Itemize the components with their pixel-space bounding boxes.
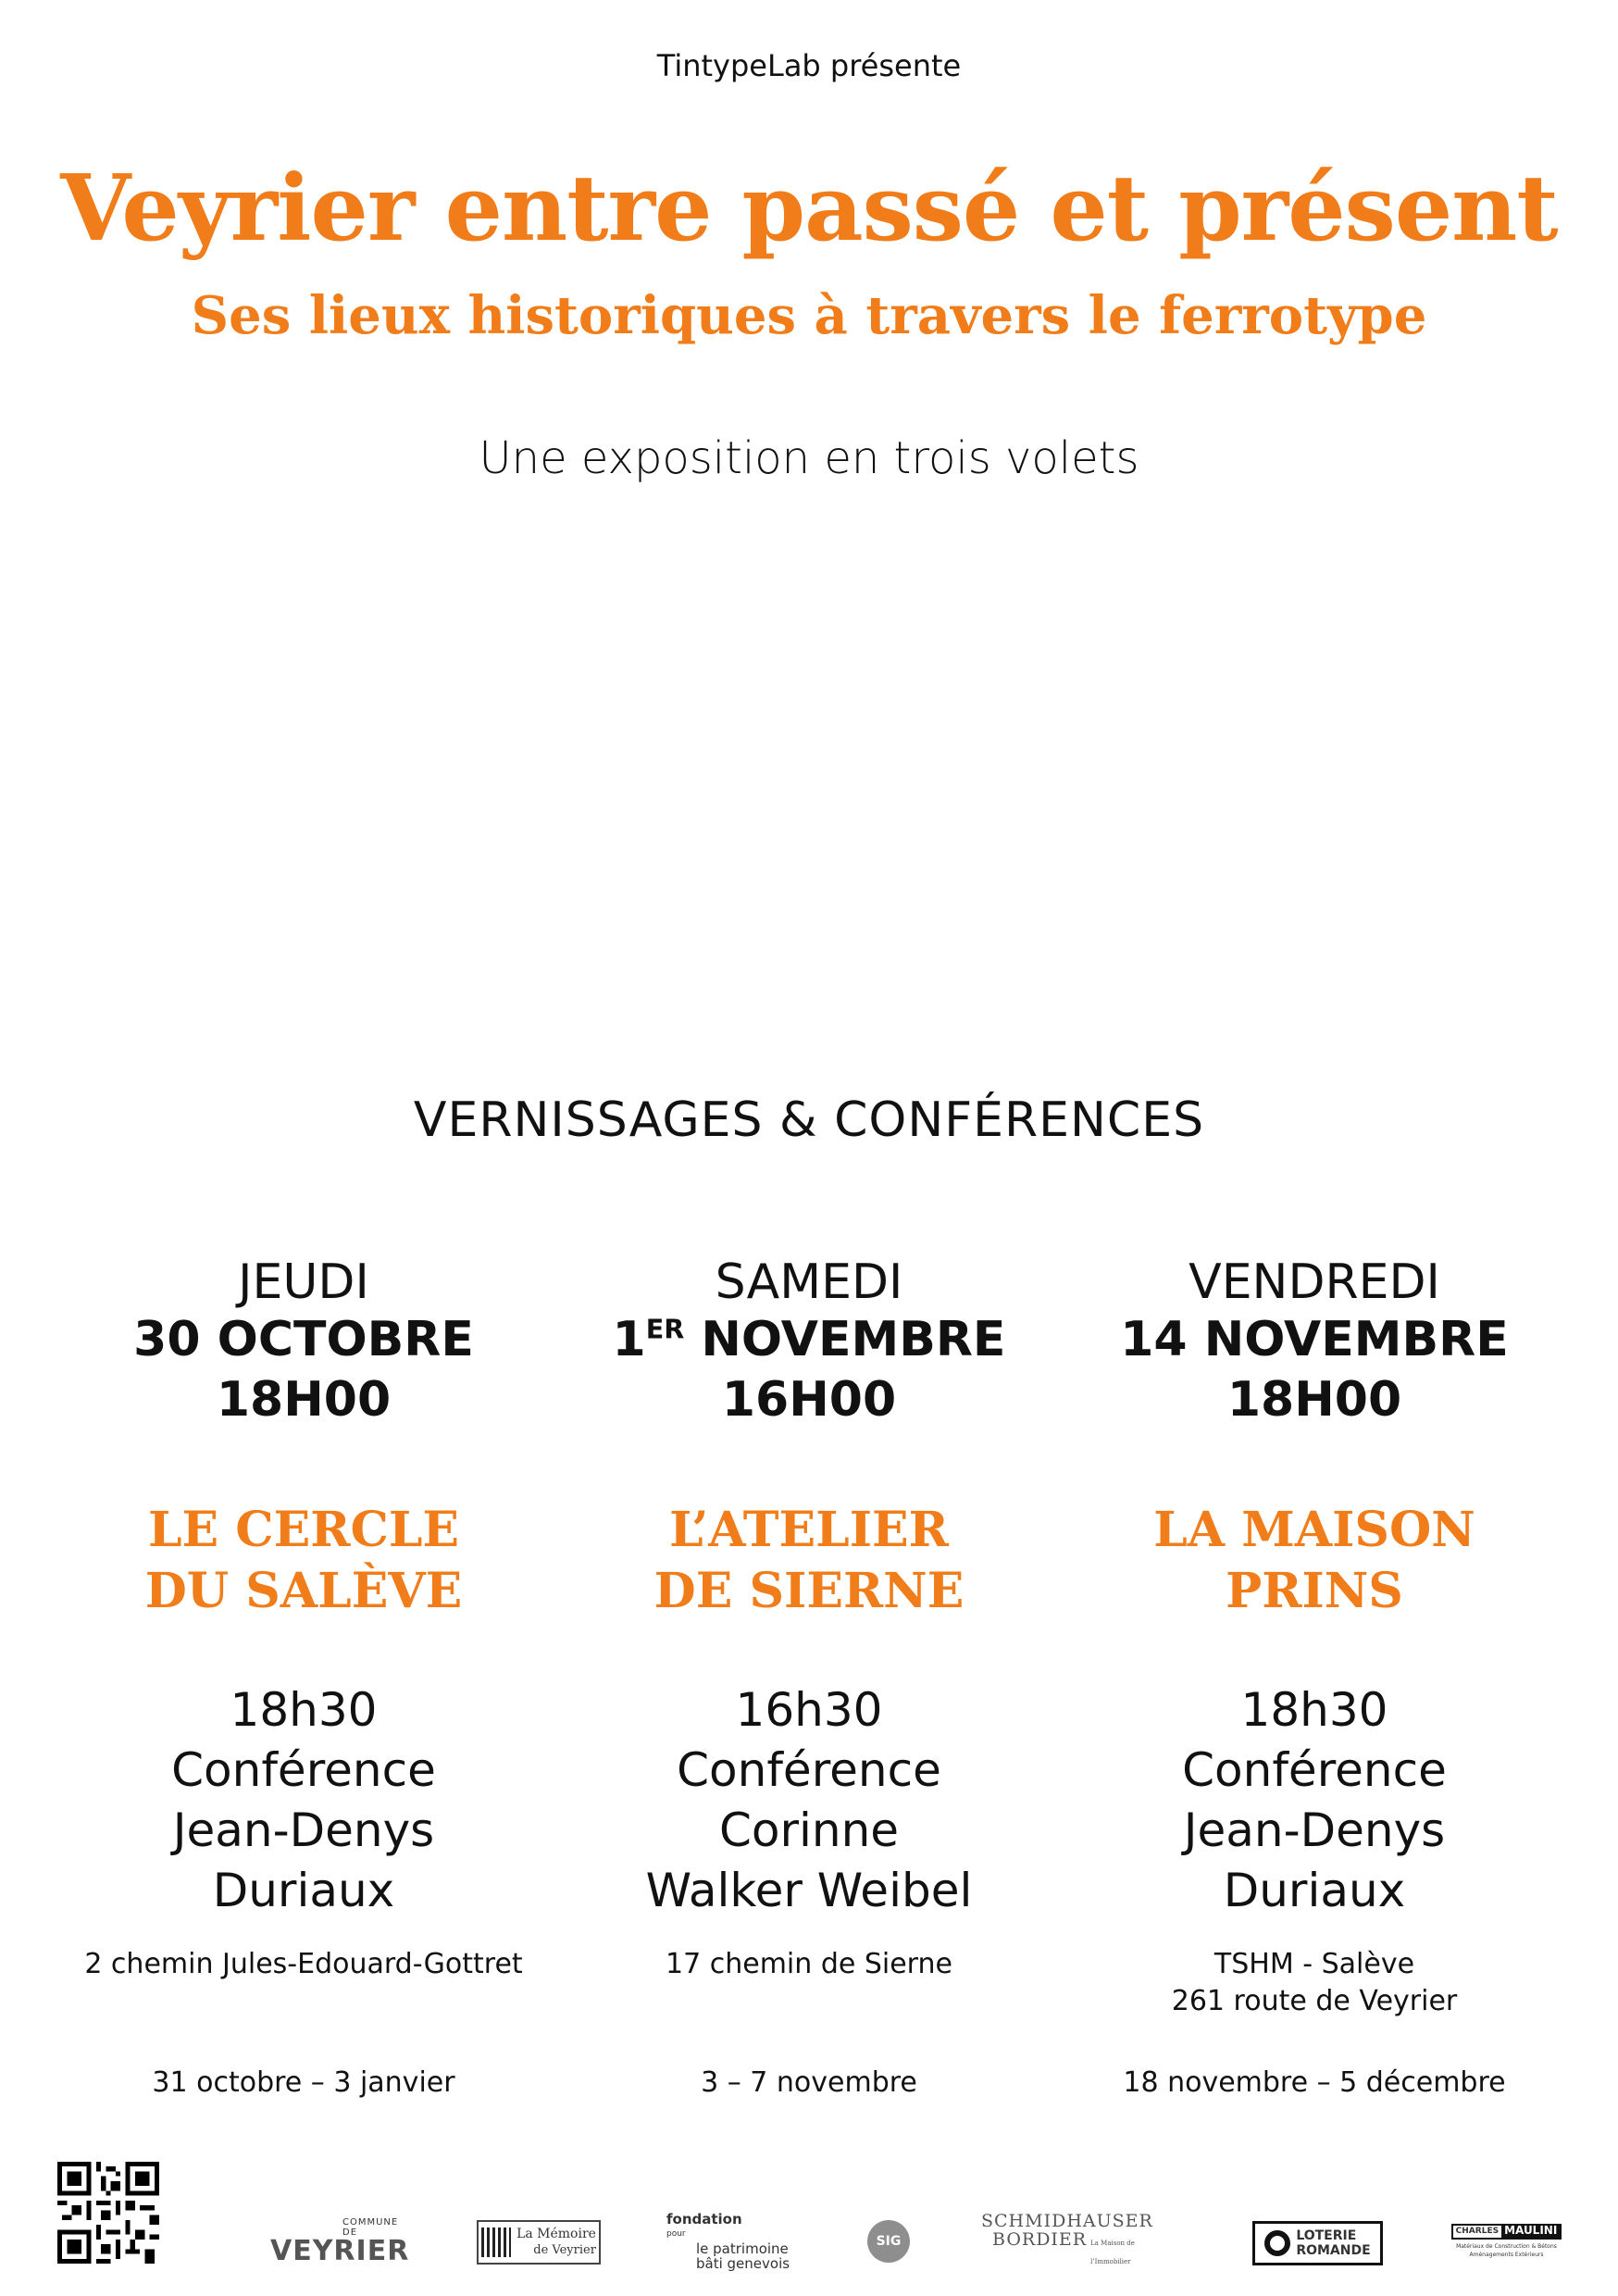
- event-date: 14 NOVEMBRE: [1120, 1312, 1509, 1367]
- speaker-name: Walker Weibel: [645, 1864, 973, 1917]
- place-line: LA MAISON: [1153, 1502, 1475, 1558]
- maulini-brand: MAULINI: [1501, 2226, 1560, 2238]
- logo-loterie-romande: [1252, 2221, 1383, 2265]
- maulini-brand: CHARLES: [1455, 2227, 1500, 2236]
- event-place: [1046, 1500, 1583, 1622]
- logo-schmidhauser-bordier: [981, 2211, 1176, 2265]
- event-address: [1046, 1946, 1583, 2020]
- qr-code: [57, 2162, 159, 2264]
- speaker-name: Corinne: [718, 1803, 900, 1857]
- address-line: 261 route de Veyrier: [1171, 1985, 1458, 2017]
- speaker-name: Duriaux: [212, 1864, 395, 1917]
- veyrier-small-text: COMMUNE DE: [342, 2217, 399, 2238]
- fondation-line: fondation: [666, 2211, 742, 2227]
- veyrier-big-text: VEYRIER: [270, 2235, 410, 2267]
- event-address: [541, 1946, 1077, 1983]
- address-line: 17 chemin de Sierne: [666, 1948, 952, 1980]
- fondation-line: pour: [666, 2229, 686, 2239]
- schmid-line: BORDIER: [992, 2229, 1088, 2250]
- maulini-desc: Matériaux de Construction & Bétons: [1456, 2243, 1557, 2250]
- place-line: DE SIERNE: [653, 1563, 965, 1619]
- schmid-line: SCHMIDHAUSER: [981, 2211, 1153, 2231]
- conference-time: 18h30: [1240, 1683, 1388, 1737]
- conference-time: 18h30: [230, 1683, 378, 1737]
- memoire-qr-icon: [481, 2227, 511, 2257]
- loterie-line: ROMANDE: [1296, 2243, 1371, 2258]
- event-day: SAMEDI: [715, 1254, 903, 1310]
- event-day: VENDREDI: [1189, 1254, 1440, 1310]
- speaker-name: Duriaux: [1223, 1864, 1406, 1917]
- conference-label: Conférence: [677, 1743, 941, 1797]
- address-line: 2 chemin Jules-Edouard-Gottret: [84, 1948, 523, 1980]
- event-time: 18H00: [216, 1372, 392, 1428]
- fondation-line: le patrimoine: [696, 2240, 789, 2257]
- event-day: JEUDI: [238, 1254, 369, 1310]
- conference-block: [1046, 1680, 1583, 1921]
- place-line: L’ATELIER: [669, 1502, 949, 1558]
- event-date: [541, 1312, 1077, 1367]
- event-time: 18H00: [1226, 1372, 1402, 1428]
- memoire-line: de Veyrier: [533, 2243, 596, 2257]
- place-line: PRINS: [1226, 1563, 1403, 1619]
- exhibition-dates: 18 novembre – 5 décembre: [1123, 2066, 1506, 2099]
- event-place: [35, 1500, 572, 1622]
- speaker-name: Jean-Denys: [172, 1803, 435, 1857]
- event-date: 30 OCTOBRE: [133, 1312, 474, 1367]
- logo-memoire-de-veyrier: [477, 2220, 601, 2265]
- date-number: 1: [612, 1312, 646, 1367]
- place-line: LE CERCLE: [147, 1502, 460, 1558]
- presenter-line: TintypeLab présente: [656, 48, 962, 83]
- exhibition-title: Veyrier entre passé et présent: [60, 156, 1558, 262]
- event-place: [541, 1500, 1077, 1622]
- exhibition-dates: 3 – 7 novembre: [701, 2066, 917, 2099]
- conference-time: 16h30: [735, 1683, 883, 1737]
- logo-charles-maulini: [1449, 2217, 1564, 2265]
- address-line: TSHM - Salève: [1214, 1948, 1415, 1980]
- tagline: Une exposition en trois volets: [479, 432, 1139, 484]
- logo-sig: [865, 2217, 912, 2265]
- memoire-line: La Mémoire: [517, 2227, 596, 2241]
- logo-commune-de-veyrier: [270, 2217, 409, 2265]
- schmid-tagline: La Maison de l’Immobilier: [1090, 2240, 1135, 2265]
- conference-label: Conférence: [171, 1743, 436, 1797]
- fondation-line: bâti genevois: [696, 2255, 790, 2272]
- loterie-line: LOTERIE: [1296, 2228, 1357, 2243]
- logo-fondation-patrimoine: [666, 2213, 796, 2270]
- event-time: 16H00: [721, 1372, 897, 1428]
- conference-block: [541, 1680, 1077, 1921]
- sig-text: SIG: [876, 2234, 902, 2249]
- exhibition-dates: 31 octobre – 3 janvier: [152, 2066, 455, 2099]
- loterie-circle-icon: [1264, 2230, 1290, 2256]
- conference-block: [35, 1680, 572, 1921]
- section-heading: VERNISSAGES & CONFÉRENCES: [413, 1092, 1205, 1148]
- date-month: NOVEMBRE: [684, 1312, 1006, 1367]
- exhibition-subtitle: Ses lieux historiques à travers le ferrotype: [191, 285, 1427, 346]
- place-line: DU SALÈVE: [144, 1563, 463, 1619]
- speaker-name: Jean-Denys: [1183, 1803, 1446, 1857]
- event-address: [35, 1946, 572, 1983]
- date-suffix: ER: [645, 1313, 685, 1345]
- conference-label: Conférence: [1182, 1743, 1447, 1797]
- maulini-desc: Aménagements Extérieurs: [1469, 2252, 1544, 2258]
